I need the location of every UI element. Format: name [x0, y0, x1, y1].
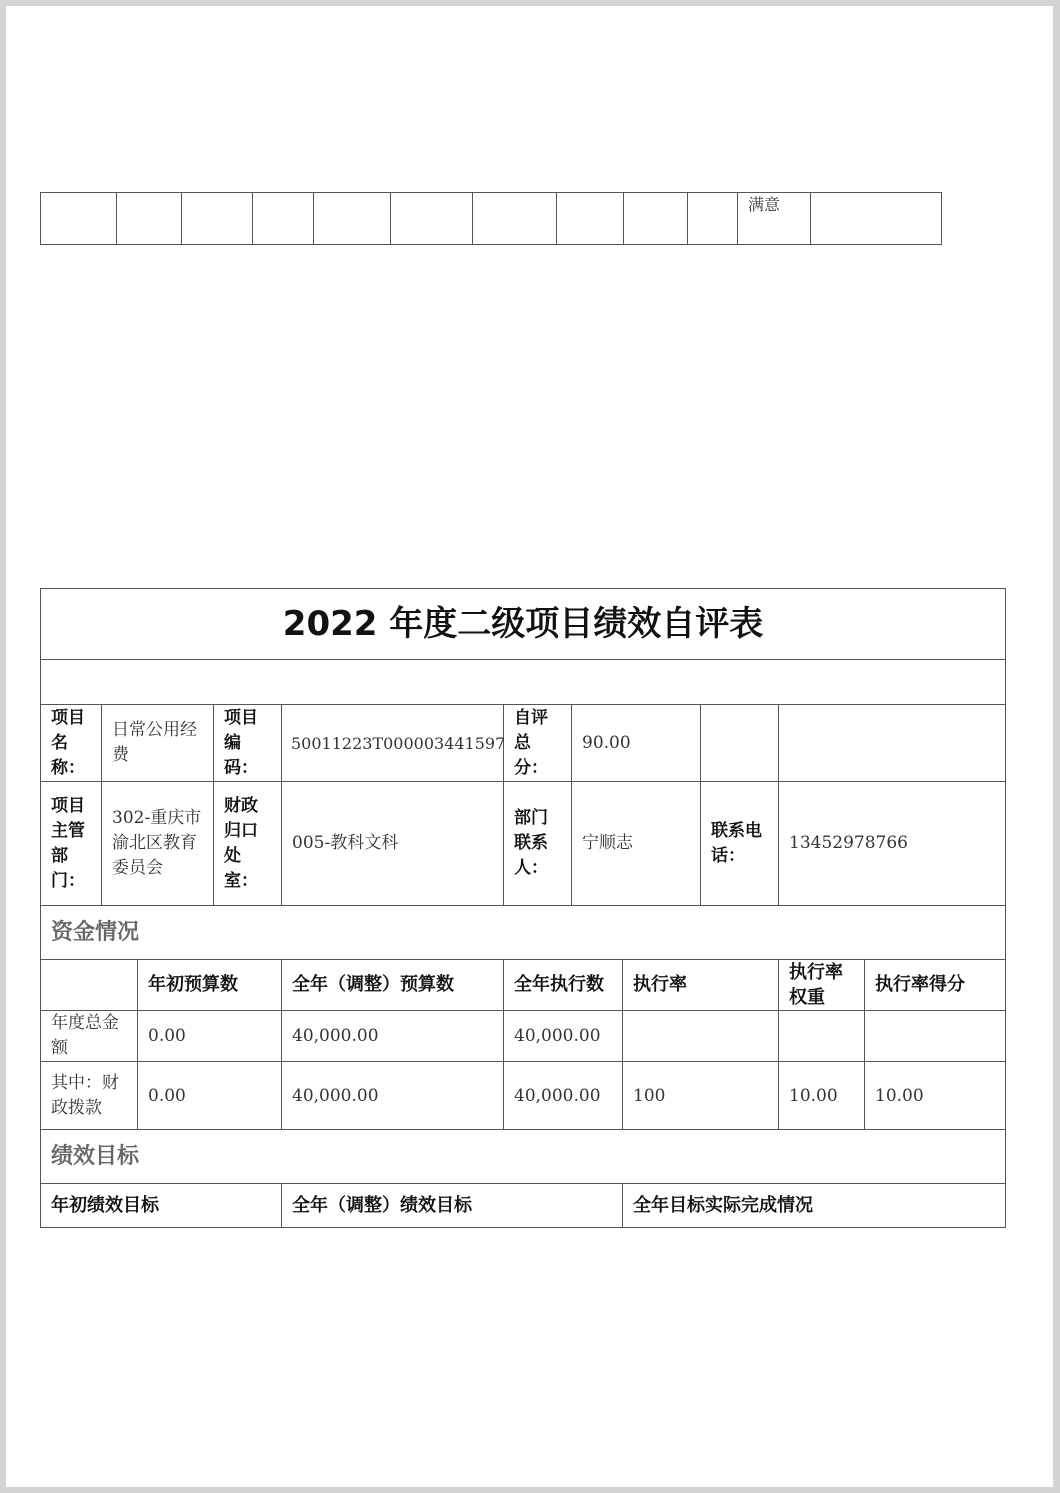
funds-header-cell: 年初预算数 — [138, 960, 282, 1011]
contact-person-value: 宁顺志 — [572, 782, 701, 906]
table-row — [41, 193, 942, 245]
funds-cell: 40,000.00 — [504, 1062, 623, 1130]
empty-cell — [701, 705, 779, 782]
previous-table-fragment — [40, 192, 942, 245]
funds-cell: 0.00 — [138, 1011, 282, 1062]
empty-cell — [779, 705, 1006, 782]
document-page — [6, 6, 1053, 1487]
dept-value: 302-重庆市渝北区教育委员会 — [102, 782, 214, 906]
goals-header-cell: 年初绩效目标 — [41, 1184, 282, 1228]
self-score-value: 90.00 — [572, 705, 701, 782]
funds-cell: 0.00 — [138, 1062, 282, 1130]
blank-row — [41, 660, 1006, 705]
empty-cell — [253, 193, 314, 245]
funds-cell: 10.00 — [865, 1062, 1006, 1130]
empty-cell — [182, 193, 253, 245]
satisfaction-cell: 满意 — [738, 193, 811, 245]
table-row — [41, 1011, 1006, 1062]
funds-row-label: 其中：财政拨款 — [41, 1062, 138, 1130]
empty-cell — [557, 193, 624, 245]
dept-label: 项目主管部门： — [41, 782, 102, 906]
funds-cell — [865, 1011, 1006, 1062]
empty-cell — [473, 193, 557, 245]
empty-cell — [41, 660, 1006, 705]
funds-header-cell: 执行率权重 — [779, 960, 865, 1011]
empty-cell — [391, 193, 473, 245]
empty-cell — [624, 193, 688, 245]
funds-row-label: 年度总金额 — [41, 1011, 138, 1062]
finance-office-value: 005-教科文科 — [282, 782, 504, 906]
funds-cell: 100 — [623, 1062, 779, 1130]
empty-cell — [41, 193, 117, 245]
goals-section-row — [41, 1130, 1006, 1184]
finance-office-label: 财政归口处室： — [214, 782, 282, 906]
funds-cell: 10.00 — [779, 1062, 865, 1130]
funds-cell: 40,000.00 — [504, 1011, 623, 1062]
funds-header-cell: 执行率得分 — [865, 960, 1006, 1011]
funds-section-row — [41, 906, 1006, 960]
goals-header-row — [41, 1184, 1006, 1228]
project-code-value: 50011223T000003441597 — [282, 705, 504, 782]
info-row-1 — [41, 705, 1006, 782]
goals-header-cell: 全年（调整）绩效目标 — [282, 1184, 623, 1228]
funds-cell: 40,000.00 — [282, 1062, 504, 1130]
funds-header-cell — [41, 960, 138, 1011]
project-name-label: 项目名称： — [41, 705, 102, 782]
project-code-label: 项目编码： — [214, 705, 282, 782]
funds-header-cell: 执行率 — [623, 960, 779, 1011]
performance-self-evaluation-table — [40, 588, 1006, 1228]
empty-cell — [314, 193, 391, 245]
funds-cell — [779, 1011, 865, 1062]
funds-header-cell: 全年执行数 — [504, 960, 623, 1011]
project-name-value: 日常公用经费 — [102, 705, 214, 782]
table-row — [41, 1062, 1006, 1130]
info-row-2 — [41, 782, 1006, 906]
goals-section-title: 绩效目标 — [41, 1130, 1006, 1184]
empty-cell — [688, 193, 738, 245]
phone-label: 联系电话： — [701, 782, 779, 906]
empty-cell — [117, 193, 182, 245]
phone-value: 13452978766 — [779, 782, 1006, 906]
empty-cell — [811, 193, 942, 245]
funds-section-title: 资金情况 — [41, 906, 1006, 960]
funds-cell: 40,000.00 — [282, 1011, 504, 1062]
funds-cell — [623, 1011, 779, 1062]
funds-header-row — [41, 960, 1006, 1011]
goals-header-cell: 全年目标实际完成情况 — [623, 1184, 1006, 1228]
self-score-label: 自评总分： — [504, 705, 572, 782]
form-title: 2022 年度二级项目绩效自评表 — [41, 589, 1006, 660]
title-row — [41, 589, 1006, 660]
contact-person-label: 部门联系人： — [504, 782, 572, 906]
funds-header-cell: 全年（调整）预算数 — [282, 960, 504, 1011]
